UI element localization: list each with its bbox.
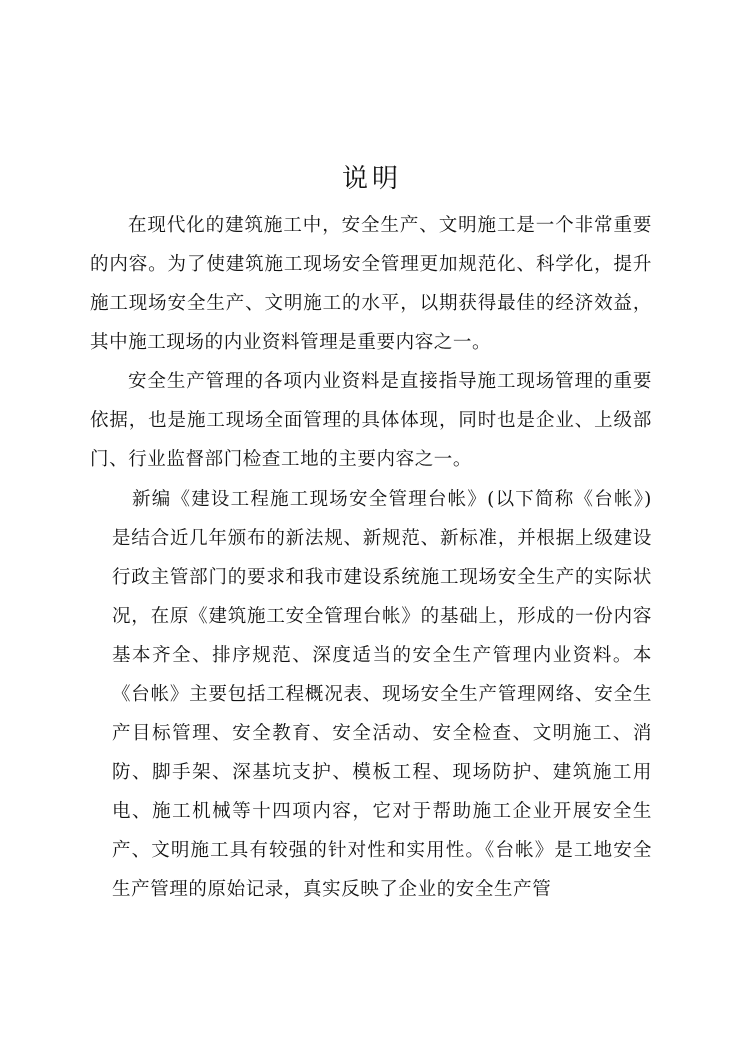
- paragraph-importance: 安全生产管理的各项内业资料是直接指导施工现场管理的重要依据，也是施工现场全面管理的具体体现，同时也是企业、上级部门、行业监督部门检查工地的主要内容之一。: [90, 371, 652, 470]
- page-title: 说明: [341, 164, 402, 194]
- paragraph-intro: 在现代化的建筑施工中，安全生产、文明施工是一个非常重要的内容。为了使建筑施工现场安全管理更加规范化、科学化，提升施工现场安全生产、文明施工的水平，以期获得最佳的经济效益，其中施工现场的内业资料管理是重要内容之一。: [90, 215, 652, 353]
- paragraph-ledger-description: 新编《建设工程施工现场安全管理台帐》(以下简称《台帐》)是结合近几年颁布的新法规、新规范、新标准，并根据上级建设行政主管部门的要求和我市建设系统施工现场安全生产的实际状况，在原《建筑施工安全管理台帐》的基础上，形成的一份内容基本齐全、排序规范、深度适当的安全生产管理内业资料。本《台帐》主要包括工程概况表、现场安全生产管理网络、安全生产目标管理、安全教育、安全活动、安全检查、文明施工、消防、脚手架、深基坑支护、模板工程、现场防护、建筑施工用电、施工机械等十四项内容，它对于帮助施工企业开展安全生产、文明施工具有较强的针对性和实用性。《台帐》是工地安全生产管理的原始记录，真实反映了企业的安全生产管: [112, 489, 652, 900]
